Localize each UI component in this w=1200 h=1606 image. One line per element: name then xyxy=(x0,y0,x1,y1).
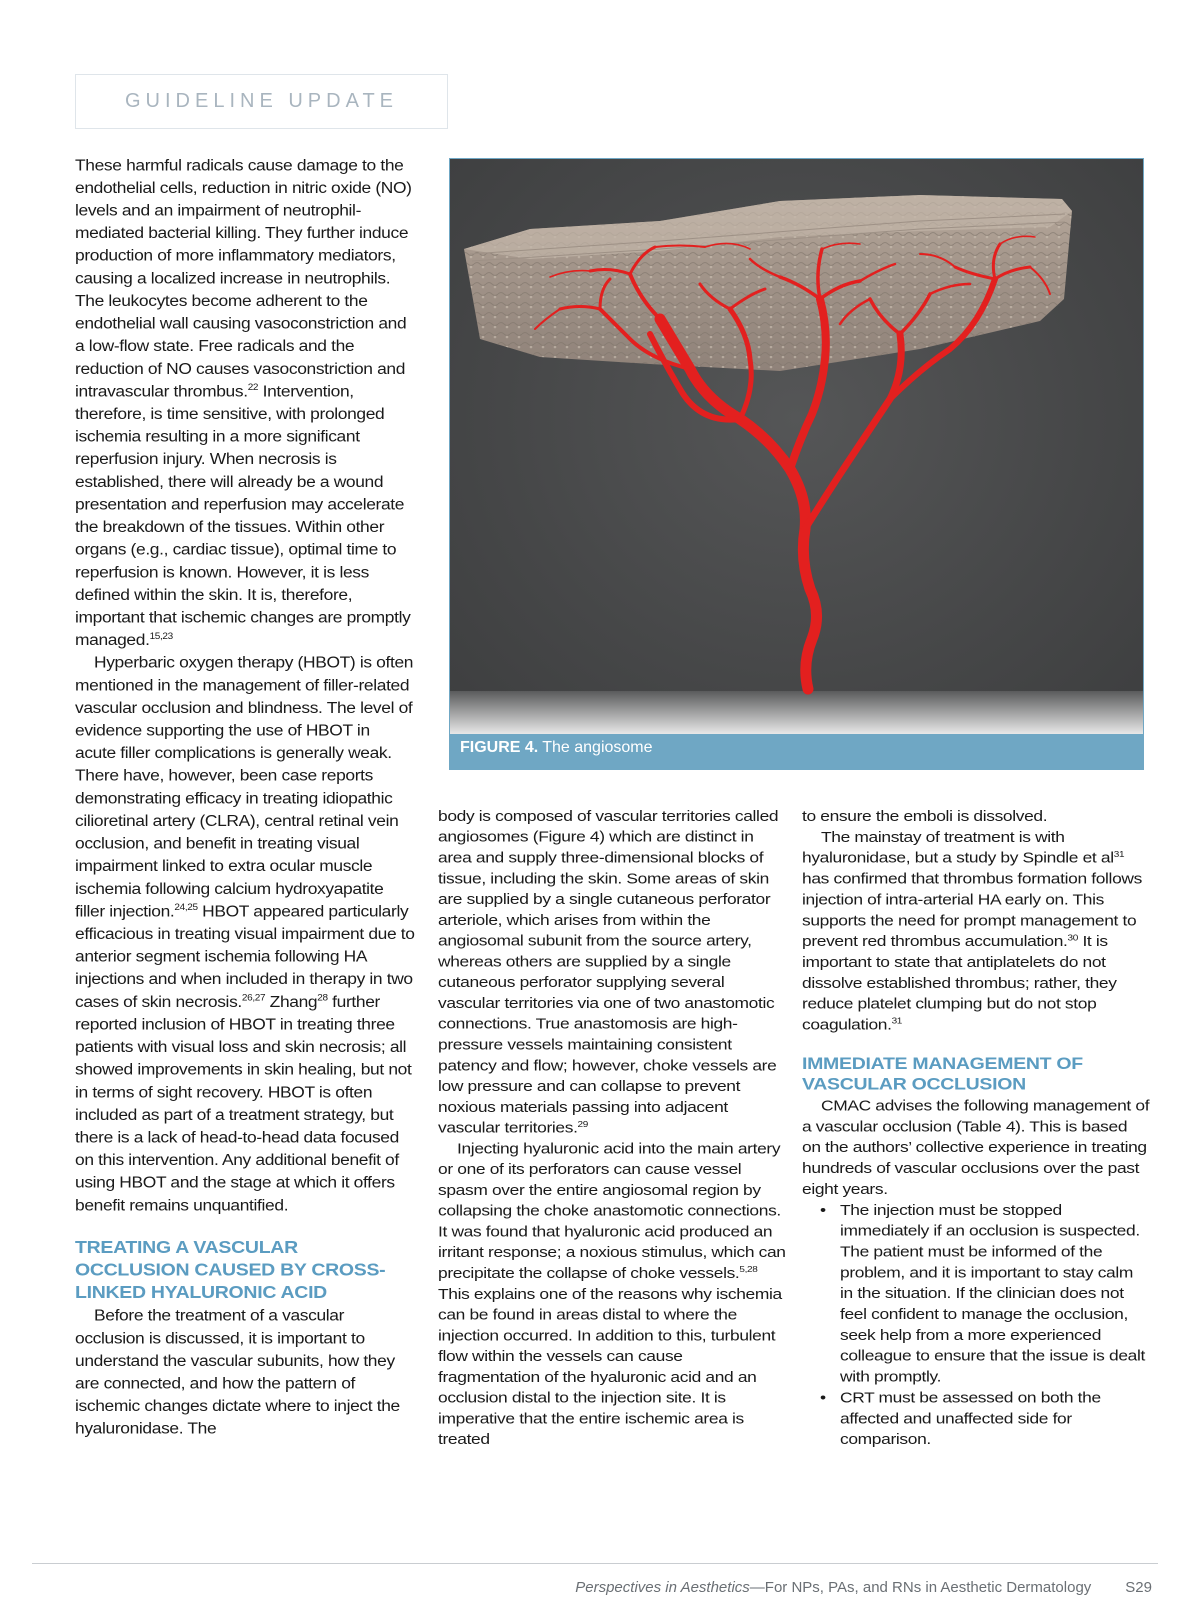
figure-4 xyxy=(449,158,1144,770)
angiosome-illustration xyxy=(450,159,1143,734)
floor-shadow xyxy=(450,691,1143,734)
text-run: further reported inclusion of HBOT in treating three patients with visual loss and skin necrosis; all showed improvements in skin healing, but not in terms of sight recovery. HBOT is often included as part of a treatment strategy, but there is a lack of head-to-head data focused on this intervention. Any additional benefit of using HBOT and the stage at which it offers benefit remains unquantified. xyxy=(75,992,412,1214)
figure-caption xyxy=(460,739,653,757)
citation: 22 xyxy=(247,382,259,393)
section-heading: TREATING A VASCULAR OCCLUSION CAUSED BY CROSS-LINKED HYALURONIC ACID xyxy=(75,1237,386,1303)
text-run: HBOT appeared particularly efficacious in treating visual impairment due to anterior segment ischemia following HA injections and when included in therapy in two cases of skin necrosis. xyxy=(75,901,415,1011)
paragraph: CMAC advises the following management of a vascular occlusion (Table 4). This is based on the authors’ collective experience in treating hundreds of vascular occlusions over the past eight years. xyxy=(802,1097,1150,1198)
citation: 31 xyxy=(1113,850,1125,860)
text-run: Zhang xyxy=(265,992,318,1011)
text-run: Injecting hyaluronic acid into the main artery or one of its perforators can cause vessel spasm over the entire angiosomal region by collapsing the choke anastomotic connections. It was found that hyaluronic acid produced an irritant response; a noxious stimulus, which can precipitate the collapse of choke vessels. xyxy=(438,1140,786,1282)
list-item xyxy=(820,1200,1150,1388)
text-run: Hyperbaric oxygen therapy (HBOT) is often mentioned in the management of filler-related vascular occlusion and blindness. The level of evidence supporting the use of HBOT in acute filler complications is generally weak. There have, however, been case reports demonstrating efficacy in treating idiopathic cilioretinal artery (CLRA), central retinal vein occlusion, and benefit in treating visual impairment linked to extra ocular muscle ischemia following calcium hydroxyapatite filler injection. xyxy=(75,653,414,921)
text-run: The mainstay of treatment is with hyaluronidase, but a study by Spindle et al xyxy=(802,828,1114,867)
paragraph xyxy=(75,154,415,651)
citation: 26,27 xyxy=(241,993,266,1004)
citation: 28 xyxy=(317,993,328,1004)
text-run: body is composed of vascular territories called angiosomes (Figure 4) which are distinct in area and supply three-dimensional blocks of tissue, including the skin. Some areas of skin are supplied by a single cutaneous perforator arteriole, which arises from within the angiosomal subunit from the source artery, whereas others are supplied by a single cutaneous perforator supplying several vascular territories via one of two anastomotic connections. True anastomosis are high-pressure vessels maintaining consistent patency and flow; however, choke vessels are low pressure and can collapse to prevent noxious materials passing into adjacent vascular territories. xyxy=(438,807,779,1136)
section-label: GUIDELINE UPDATE xyxy=(75,74,448,129)
citation: 15,23 xyxy=(149,631,173,642)
page-footer xyxy=(575,1579,1152,1596)
citation: 5,28 xyxy=(739,1265,758,1275)
text-run: has confirmed that thrombus formation follows injection of intra-arterial HA early on. This supports the need for prompt management to prevent red thrombus accumulation. xyxy=(802,870,1142,950)
paragraph: to ensure the emboli is dissolved. xyxy=(802,807,1048,825)
section-heading: IMMEDIATE MANAGEMENT OF VASCULAR OCCLUSION xyxy=(802,1054,1083,1094)
citation: 24,25 xyxy=(174,902,198,913)
journal-subtitle: —For NPs, PAs, and RNs in Aesthetic Dermatology xyxy=(749,1579,1092,1596)
figure-caption-text: The angiosome xyxy=(542,739,653,756)
bullet-icon: • xyxy=(820,1389,826,1406)
journal-title: Perspectives in Aesthetics xyxy=(575,1579,750,1596)
list-item-text: The injection must be stopped immediately if an occlusion is suspected. The patient must be informed of the problem, and it is important to stay calm in the situation. If the clinician does not feel confident to manage the occlusion, seek help from a more experienced colleague to ensure that the issue is dealt with promptly. xyxy=(840,1201,1145,1385)
text-column-3 xyxy=(802,806,1150,1450)
citation: 29 xyxy=(577,1120,588,1130)
text-run: Intervention, therefore, is time sensitive, with prolonged ischemia resulting in a more significant reperfusion injury. When necrosis is established, there will already be a wound presentation and reperfusion may accelerate the breakdown of the tissues. Within other organs (e.g., cardiac tissue), optimal time to reperfusion is known. However, it is less defined within the skin. It is, therefore, important that ischemic changes are promptly managed. xyxy=(75,381,411,649)
paragraph xyxy=(75,651,415,1216)
paragraph xyxy=(438,1138,788,1450)
paragraph: Before the treatment of a vascular occlusion is discussed, it is important to understand the vascular subunits, how they are connected, and how the pattern of ischemic changes dictate where to inject the hyaluronidase. The xyxy=(75,1306,400,1438)
citation: 31 xyxy=(891,1017,903,1027)
text-column-2 xyxy=(438,806,788,1450)
list-item xyxy=(820,1387,1150,1450)
paragraph xyxy=(438,806,788,1138)
paragraph xyxy=(802,827,1150,1036)
tissue-block xyxy=(464,195,1072,371)
bullet-icon: • xyxy=(820,1201,826,1219)
figure-label: FIGURE 4. xyxy=(460,739,539,756)
citation: 30 xyxy=(1067,933,1078,943)
text-column-1 xyxy=(75,154,415,1440)
bullet-list xyxy=(802,1200,1150,1450)
page-number: S29 xyxy=(1125,1579,1152,1596)
angiosome-graphic xyxy=(450,159,1143,734)
footer-divider xyxy=(32,1563,1158,1564)
text-run: These harmful radicals cause damage to the endothelial cells, reduction in nitric oxide (NO) levels and an impairment of neutrophil-mediated bacterial killing. They further induce production of more inflammatory mediators, causing a localized increase in neutrophils. The leukocytes become adherent to the endothelial wall causing vasoconstriction and a low-flow state. Free radicals and the reduction of NO causes vasoconstriction and intravascular thrombus. xyxy=(75,155,412,400)
text-run: It is important to state that antiplatelets do not dissolve established thrombus; rather, they reduce platelet clumping but do not stop coagulation. xyxy=(802,932,1117,1033)
text-run: This explains one of the reasons why ischemia can be found in areas distal to where the injection occurred. In addition to this, turbulent flow within the vessels can cause fragmentation of the hyaluronic acid and an occlusion distal to the injection site. It is imperative that the entire ischemic area is treated xyxy=(438,1285,782,1448)
list-item-text: CRT must be assessed on both the affected and unaffected side for comparison. xyxy=(840,1389,1101,1448)
